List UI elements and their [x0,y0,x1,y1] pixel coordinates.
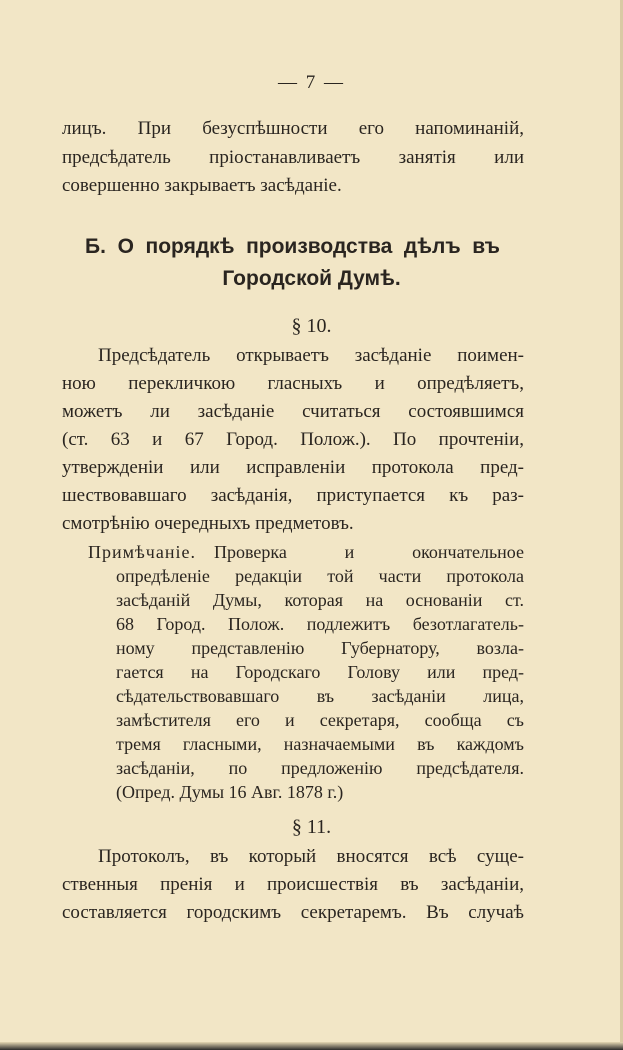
note-line: засѣданій Думы, которая на основаніи ст. [116,590,524,610]
note-line: опредѣленіе редакціи той части протокола [116,566,524,586]
page-edge [0,1042,623,1050]
text-line: лицъ. При безуспѣшности его напоминаній, [62,118,524,139]
text-line: утвержденіи или исправленіи протокола пред- [62,457,524,478]
note-label: Примѣчаніе. [88,542,196,562]
text-line: (ст. 63 и 67 Город. Полож.). По прочтеніи, [62,429,524,450]
text-line: составляется городскимъ секретаремъ. Въ случаѣ [62,902,524,923]
note-line: засѣданіи, по предложенію предсѣдателя. [116,758,524,778]
note-line: 68 Город. Полож. подлежитъ безотлагатель- [116,614,524,634]
note-text: Проверка и окончательное [214,542,524,562]
text-line: предсѣдатель пріостанавливаетъ занятія или [62,147,524,168]
section-heading-line: Городской Думѣ. [222,267,401,290]
note-line: тремя гласными, назначаемыми въ каждомъ [116,734,524,754]
section-heading-line: Б. О порядкѣ производства дѣлъ въ [85,235,500,258]
text-line: Предсѣдатель открываетъ засѣданіе поимен- [98,345,524,366]
text-line: можетъ ли засѣданіе считаться состоявшимся [62,401,524,422]
page-number: — 7 — [278,72,345,93]
note-line: замѣстителя его и секретаря, сообща съ [116,710,524,730]
text-line: Протоколъ, въ который вносятся всѣ суще- [98,846,524,867]
text-line: ною перекличкою гласныхъ и опредѣляетъ, [62,373,524,394]
text-line: смотрѣнію очередныхъ предметовъ. [62,513,354,534]
section-10-title: § 10. [291,315,332,337]
note-line: ному представленію Губернатору, возла- [116,638,524,658]
note-line: (Опред. Думы 16 Авг. 1878 г.) [116,782,344,802]
text-line: ственныя пренія и происшествія въ засѣданіи, [62,874,524,895]
text-line: шествовавшаго засѣданія, приступается къ раз- [62,485,524,506]
note-first-line [88,540,524,564]
note-line: гается на Городскаго Голову или пред- [116,662,524,682]
section-11-title: § 11. [291,816,332,838]
note-line: сѣдательствовавшаго въ засѣданіи лица, [116,686,524,706]
text-line: совершенно закрываетъ засѣданіе. [62,175,342,196]
